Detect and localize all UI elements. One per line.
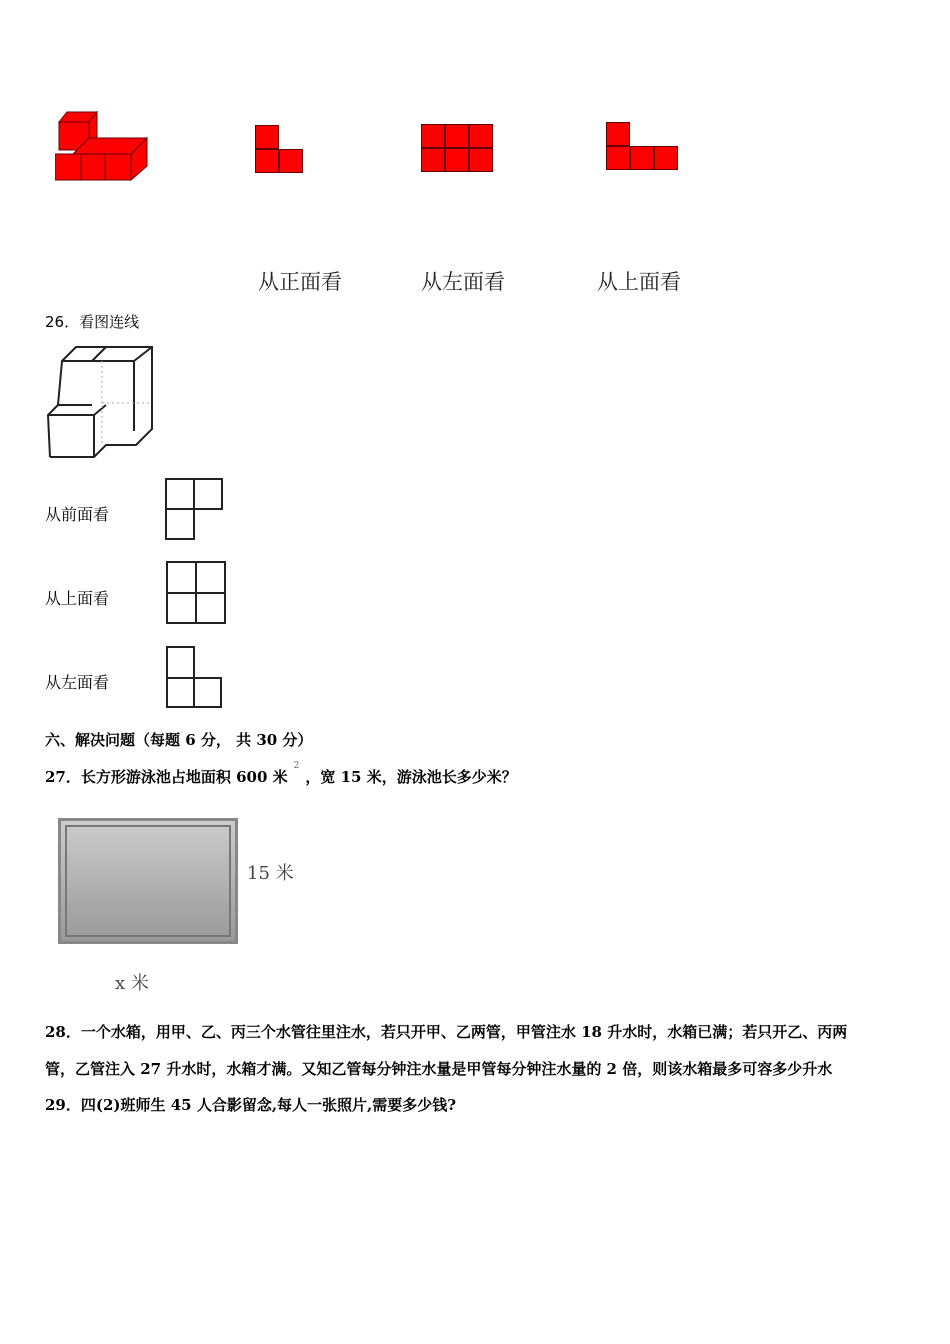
q26-label-front: 从前面看 xyxy=(45,505,110,524)
q26-title: 26．看图连线 xyxy=(45,313,140,331)
q26-label-top: 从上面看 xyxy=(45,589,110,608)
pool-length-label: x 米 xyxy=(115,973,149,994)
q28-line2: 管，乙管注入 27 升水时，水箱才满。又知乙管每分钟注水量是甲管每分钟注水量的 2 倍，则该水箱最多可容多少升水 xyxy=(45,1060,833,1078)
red-cube-figure xyxy=(55,110,150,182)
q28-line1: 28．一个水箱，用甲、乙、丙三个水管往里注水，若只开甲、乙两管，甲管注水 18 升水时，水箱已满；若只开乙、丙两 xyxy=(45,1023,848,1041)
caption-front: 从正面看 xyxy=(258,270,342,294)
pool-width-label: 15 米 xyxy=(247,863,294,884)
section-heading: 六、解决问题（每题 6 分， 共 30 分） xyxy=(45,731,313,749)
line-cube-figure xyxy=(46,343,156,461)
q27-text xyxy=(45,761,517,787)
caption-top: 从上面看 xyxy=(597,270,681,294)
q27-superscript: 2 xyxy=(293,761,300,771)
q26-label-left: 从左面看 xyxy=(45,673,110,692)
q27-text-a: 27．长方形游泳池占地面积 600 米 xyxy=(45,768,288,786)
caption-left: 从左面看 xyxy=(421,270,505,294)
pool-image xyxy=(58,818,238,944)
q27-text-b: ，宽 15 米，游泳池长多少米？ xyxy=(305,768,517,786)
q29-text: 29．四(2)班师生 45 人合影留念,每人一张照片,需要多少钱? xyxy=(45,1096,457,1114)
